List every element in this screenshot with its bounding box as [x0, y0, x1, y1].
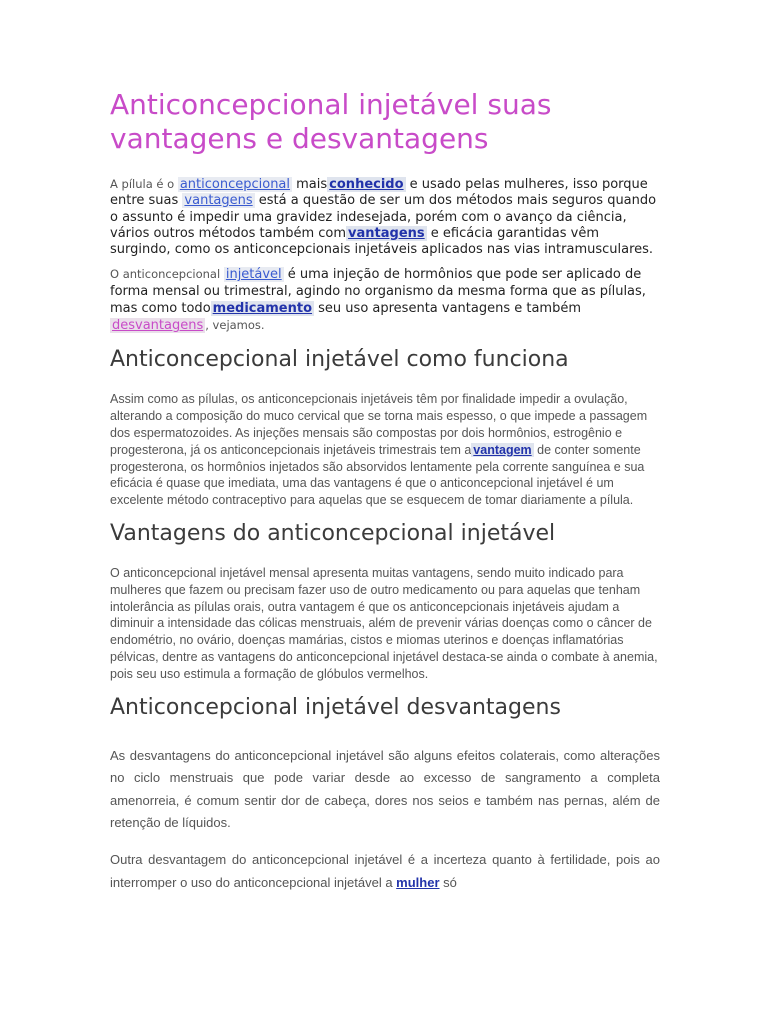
heading-vantagens: Vantagens do anticoncepcional injetável: [110, 521, 556, 547]
article-title: Anticoncepcional injetável suas vantagens e desvantagens: [110, 88, 552, 155]
link-anticoncepcional[interactable]: anticoncepcional: [179, 177, 291, 192]
link-medicamento[interactable]: medicamento: [212, 301, 313, 317]
heading-desvantagens: Anticoncepcional injetável desvantagens: [110, 694, 561, 720]
vantagens-paragraph: O anticoncepcional injetável mensal apresenta muitas vantagens, sendo muito indicado para mulheres que fazem ou precisam fazer uso de outro medicamento ou para aquelas que tenham intolerância as pílulas orais, outra vantagem é que os anticoncepcionais injetáveis ajudam a diminuir a intensidade das cólicas menstruais, além de prevenir várias doenças como o câncer de endométrio, no ovário, doenças mamárias, cistos e miomas uterinos e doenças inflamatórias pélvicas, dentre as vantagens do anticoncepcional injetável destaca-se ainda o combate à anemia, pois seu uso estimula a formação de glóbulos vermelhos.: [110, 566, 658, 681]
desvantagens-paragraph: As desvantagens do anticoncepcional injetável são alguns efeitos colaterais, como alterações no ciclo menstruais que pode variar desde ao excesso de sangramento a completa amenorreia, é comum sentir dor de cabeça, dores nos seios e também nas pernas, além de retenção de líquidos.: [110, 747, 660, 831]
link-vantagens-2[interactable]: vantagens: [348, 225, 425, 241]
fertilidade-paragraph: Outra desvantagem do anticoncepcional injetável é a incerteza quanto à fertilidade, pois ao interromper o uso do anticoncepcional injetável a mulher só: [110, 852, 660, 890]
como-funciona-paragraph: Assim como as pílulas, os anticoncepcionais injetáveis têm por finalidade impedir a ovulação, alterando a composição do muco cervical que se torna mais espesso, o que impede a passagem dos espermatozoides. As injeções mensais são compostas por dois hormônios, estrogênio e progesterona, já os anticoncepcionais injetáveis trimestrais tem a vantagem de conter somente progesterona, os hormônios injetados são absorvidos lentamente pela corrente sanguínea e sua eficácia é quase que imediata, uma das vantagens é que o anticoncepcional injetável é um excelente método contraceptivo para aquelas que se esquecem de tomar diariamente a pílula.: [110, 392, 648, 508]
injection-paragraph: O anticoncepcional injetável é uma injeção de hormônios que pode ser aplicado de forma mensal ou trimestral, agindo no organismo da mesma forma que as pílulas, mas como todo medicamento seu uso apresenta vantagens e também desvantagens , vejamos.: [110, 267, 646, 334]
link-vantagem[interactable]: vantagem: [473, 442, 532, 457]
intro-paragraph: A pílula é o anticoncepcional mais conhecido e usado pelas mulheres, isso porque entre suas vantagens está a questão de ser um dos métodos mais seguros quando o assunto é impedir uma gravidez indesejada, porém com o avanço da ciência, vários outros métodos também com vantagens e eficácia garantidas vêm surgindo, como os anticoncepcionais injetáveis aplicados nas vias intramusculares.: [110, 177, 657, 258]
link-vantagens[interactable]: vantagens: [184, 193, 253, 209]
heading-como-funciona: Anticoncepcional injetável como funciona: [110, 347, 569, 373]
link-conhecido[interactable]: conhecido: [329, 177, 404, 192]
article-content: [110, 88, 660, 894]
link-injetavel[interactable]: injetável: [225, 267, 282, 283]
link-desvantagens[interactable]: desvantagens: [112, 318, 204, 334]
link-mulher[interactable]: mulher: [396, 874, 440, 890]
